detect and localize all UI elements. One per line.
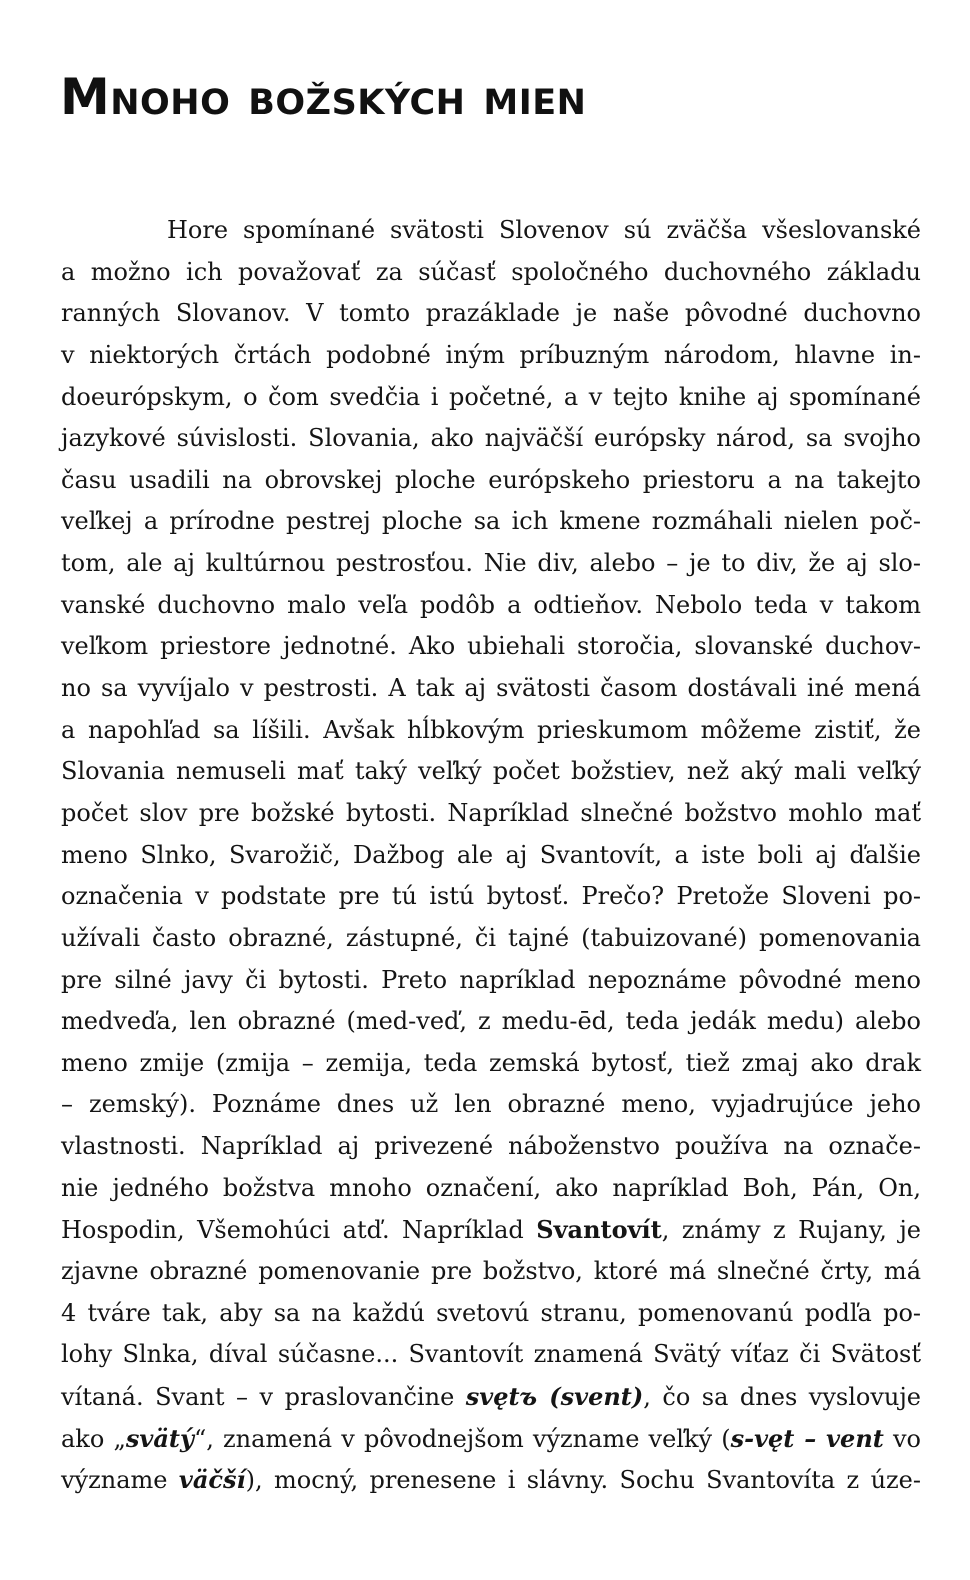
text-segment: ranných Slovanov. V tomto prazáklade je naše pôvodné duchovno	[61, 299, 921, 328]
text-segment: jazykové súvislosti. Slovania, ako najväčší európsky národ, sa svojho	[61, 424, 921, 453]
text-segment: , známy z Rujany, je	[661, 1216, 921, 1245]
text-line	[61, 1001, 921, 1043]
text-line	[61, 1334, 921, 1376]
text-segment: meno Slnko, Svarožič, Dažbog ale aj Svantovít, a iste boli aj ďalšie	[61, 840, 921, 869]
emphasized-term: svätý	[125, 1423, 194, 1453]
text-line	[61, 1459, 921, 1501]
text-line	[61, 918, 921, 960]
text-segment: ), mocný, prenesene i slávny. Sochu Svantovíta z úze-	[245, 1466, 921, 1495]
text-segment: lohy Slnka, díval súčasne... Svantovít znamená Svätý víťaz či Svätosť	[61, 1340, 921, 1369]
text-segment: “, znamená v pôvodnejšom význame veľký (	[193, 1424, 731, 1453]
text-line	[61, 960, 921, 1002]
text-line	[61, 668, 921, 710]
text-line	[61, 377, 921, 419]
text-segment: zjavne obrazné pomenovanie pre božstvo, ktoré má slnečné črty, má	[61, 1257, 921, 1286]
text-line	[61, 1376, 921, 1418]
text-line	[61, 543, 921, 585]
text-segment: ,	[643, 1382, 663, 1411]
emphasized-term: väčší	[178, 1465, 246, 1495]
text-line	[61, 418, 921, 460]
text-line	[61, 751, 921, 793]
emphasized-term: svętъ (svent)	[465, 1381, 644, 1411]
text-segment: doeurópskym, o čom svedčia i početné, a v tejto knihe aj spomínané	[61, 382, 921, 411]
text-segment: času usadili na obrovskej ploche európskeho priestoru a na takejto	[61, 465, 921, 494]
text-line	[61, 626, 921, 668]
text-segment: meno zmije (zmija – zemija, teda zemská bytosť, tiež zmaj ako drak	[61, 1048, 921, 1077]
text-segment: čo sa dnes vyslovuje	[662, 1382, 921, 1411]
text-line	[61, 210, 921, 252]
text-line	[61, 1084, 921, 1126]
text-line	[61, 460, 921, 502]
text-segment: tom, ale aj kultúrnou pestrosťou. Nie div, alebo – je to div, že aj slo-	[61, 549, 921, 578]
text-segment: vo	[883, 1424, 922, 1453]
text-segment: veľkej a prírodne pestrej ploche sa ich kmene rozmáhali nielen poč-	[61, 507, 921, 536]
text-segment: ako „	[61, 1424, 126, 1453]
text-line	[61, 293, 921, 335]
text-segment: vítaná. Svant – v praslovančine	[61, 1382, 466, 1411]
text-line	[61, 1209, 921, 1251]
page-title: Mnoho božských mien	[60, 68, 587, 126]
text-line	[61, 835, 921, 877]
text-line	[61, 1168, 921, 1210]
text-segment: – zemský). Poznáme dnes už len obrazné meno, vyjadrujúce jeho	[61, 1090, 921, 1119]
text-line	[61, 876, 921, 918]
text-line	[61, 1418, 921, 1460]
text-segment: počet slov pre božské bytosti. Napríklad slnečné božstvo mohlo mať	[61, 798, 921, 827]
text-line	[61, 1043, 921, 1085]
text-segment: Slovania nemuseli mať taký veľký počet božstiev, než aký mali veľký	[61, 757, 921, 786]
text-segment: vlastnosti. Napríklad aj privezené náboženstvo používa na označe-	[61, 1132, 921, 1161]
text-segment: nie jedného božstva mnoho označení, ako napríklad Boh, Pán, On,	[61, 1173, 921, 1202]
text-segment: Hore spomínané svätosti Slovenov sú zväčša všeslovanské	[167, 216, 921, 244]
text-line	[61, 252, 921, 294]
text-line	[61, 335, 921, 377]
text-line	[61, 585, 921, 627]
text-segment: význame	[61, 1466, 179, 1495]
text-segment: v niektorých črtách podobné iným príbuzným národom, hlavne in-	[61, 340, 921, 369]
text-line	[61, 1293, 921, 1335]
text-segment: označenia v podstate pre tú istú bytosť. Prečo? Pretože Sloveni po-	[61, 882, 921, 911]
bold-term: Svantovít	[536, 1215, 662, 1245]
emphasized-term: s-vęt – vent	[730, 1423, 884, 1453]
text-line	[61, 710, 921, 752]
text-segment: pre silné javy či bytosti. Preto napríklad nepoznáme pôvodné meno	[61, 965, 921, 994]
text-segment: užívali často obrazné, zástupné, či tajné (tabuizované) pomenovania	[61, 923, 921, 952]
text-segment: no sa vyvíjalo v pestrosti. A tak aj svätosti časom dostávali iné mená	[61, 674, 921, 703]
text-segment: 4 tváre tak, aby sa na každú svetovú stranu, pomenovanú podľa po-	[61, 1298, 921, 1327]
text-line	[61, 793, 921, 835]
text-line	[61, 1126, 921, 1168]
text-segment: veľkom priestore jednotné. Ako ubiehali storočia, slovanské duchov-	[61, 632, 921, 661]
body-paragraph	[61, 210, 921, 1501]
text-segment: vanské duchovno malo veľa podôb a odtieňov. Nebolo teda v takom	[61, 590, 921, 619]
text-line	[61, 1251, 921, 1293]
text-line	[61, 501, 921, 543]
text-segment: medveďa, len obrazné (med-veď, z medu-ēd, teda jedák medu) alebo	[61, 1007, 921, 1036]
text-segment: Hospodin, Všemohúci atď. Napríklad	[61, 1216, 537, 1245]
text-segment: a možno ich považovať za súčasť spoločného duchovného základu	[61, 257, 921, 286]
text-segment: a napohľad sa líšili. Avšak hĺbkovým prieskumom môžeme zistiť, že	[61, 715, 921, 744]
